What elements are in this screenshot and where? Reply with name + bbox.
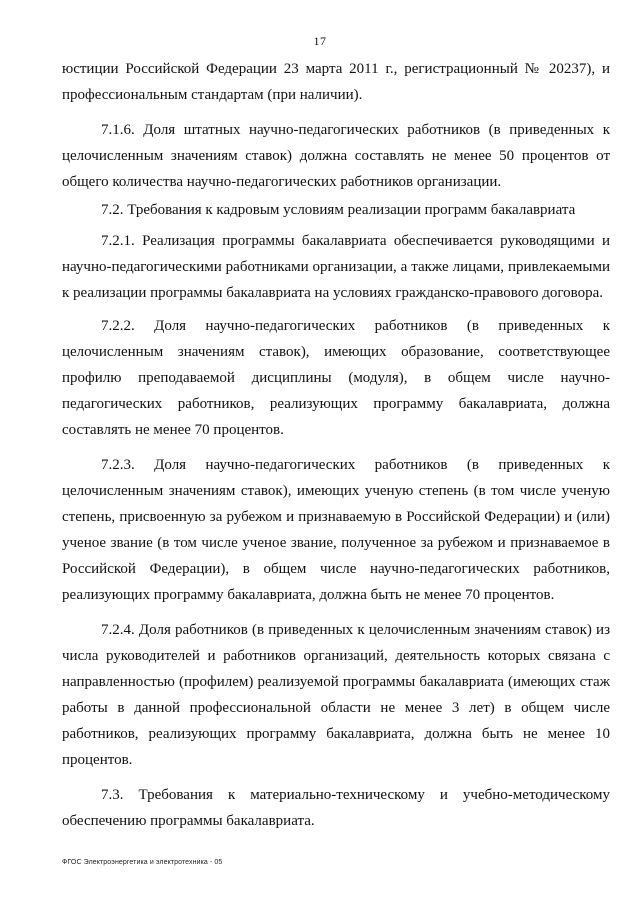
paragraph-continuation: юстиции Российской Федерации 23 марта 2011 г., регистрационный № 20237), и профессиональным стандартам (при наличии). — [62, 61, 610, 103]
paragraph-7-1-6: 7.1.6. Доля штатных научно-педагогических работников (в приведенных к целочисленным значениям ставок) должна составлять не менее 50 процентов от общего количества научно-педагогических работников организации. — [62, 122, 610, 190]
heading-7-2: 7.2. Требования к кадровым условиям реализации программ бакалавриата — [101, 202, 576, 218]
document-footer: ФГОС Электроэнергетика и электротехника - 05 — [62, 859, 223, 866]
paragraph-7-2-1: 7.2.1. Реализация программы бакалавриата обеспечивается руководящими и научно-педагогическими работниками организации, а также лицами, привлекаемыми к реализации программы бакалавриата на условиях гражданско-правового договора. — [62, 233, 610, 301]
paragraph-7-2-2: 7.2.2. Доля научно-педагогических работников (в приведенных к целочисленным значениям ставок), имеющих образование, соответствующее профилю преподаваемой дисциплины (модуля), в общем числе научно-педагогических работников, реализующих программу бакалавриата, должна составлять не менее 70 процентов. — [62, 318, 610, 438]
paragraph-7-2-4: 7.2.4. Доля работников (в приведенных к целочисленным значениям ставок) из числа руководителей и работников организаций, деятельность которых связана с направленностью (профилем) реализуемой программы бакалавриата (имеющих стаж работы в данной профессиональной области не менее 3 лет) в общем числе работников, реализующих программу бакалавриата, должна быть не менее 10 процентов. — [62, 622, 610, 768]
page-number: 17 — [313, 34, 327, 48]
document-body — [62, 56, 610, 834]
paragraph-7-2-3: 7.2.3. Доля научно-педагогических работников (в приведенных к целочисленным значениям ставок), имеющих ученую степень (в том числе ученую степень, присвоенную за рубежом и признаваемую в Российской Федерации) и (или) ученое звание (в том числе ученое звание, полученное за рубежом и признаваемое в Российской Федерации), в общем числе научно-педагогических работников, реализующих программу бакалавриата, должна быть не менее 70 процентов. — [62, 457, 610, 603]
heading-7-3: 7.3. Требования к материально-техническому и учебно-методическому обеспечению программы бакалавриата. — [62, 787, 610, 829]
